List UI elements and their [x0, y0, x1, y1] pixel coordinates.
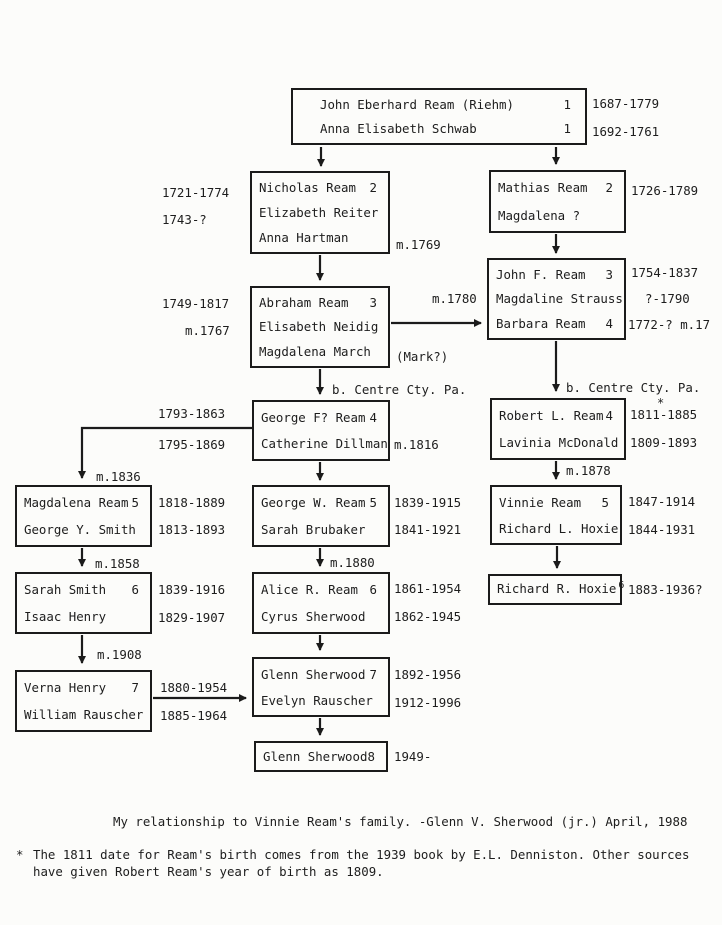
generation-number: 4 [605, 408, 613, 423]
generation-number: 2 [605, 180, 613, 196]
person-name: Abraham Ream [259, 294, 349, 310]
dates-sarah-smith: 1839-1916 [158, 582, 226, 597]
footnote-line-1: The 1811 date for Ream's birth comes from the 1939 book by E.L. Denniston. Other sources [33, 847, 690, 862]
generation-number: 5 [369, 495, 377, 510]
dates-john-f-ream: 1754-1837 [631, 265, 699, 280]
dates-barbara-ream: 1772-? m.17 [628, 317, 711, 332]
person-name: Evelyn Rauscher [261, 692, 373, 708]
family-box-nicholas-ream [250, 171, 390, 254]
dates-george-w-ream: 1839-1915 [394, 495, 462, 510]
dates-glenn-sherwood-8: 1949- [394, 749, 432, 764]
note-mark-query: (Mark?) [396, 349, 449, 364]
dates-richard-r-hoxie: 1883-1936? [628, 582, 703, 597]
person-name: Glenn Sherwood [261, 666, 366, 682]
person-name: Elisabeth Neidig [259, 319, 379, 335]
family-box-glenn-sherwood-7 [252, 657, 390, 717]
person-name: Anna Hartman [259, 230, 349, 245]
dates-magdalena-ream: 1818-1889 [158, 495, 226, 510]
dates-john-eberhard-ream: 1687-1779 [592, 96, 660, 111]
footnote-marker: * [16, 847, 24, 862]
family-box-sarah-smith [15, 572, 152, 634]
dates-abraham-ream: 1749-1817 [162, 296, 230, 311]
generation-number: 2 [369, 180, 377, 195]
family-box-abraham-ream [250, 286, 390, 368]
person-name: Richard R. Hoxie [497, 581, 617, 596]
dates-lavinia-mcdonald: 1809-1893 [630, 435, 698, 450]
person-name: William Rauscher [24, 707, 144, 722]
generation-number: 6 [618, 580, 625, 591]
dates-isaac-henry: 1829-1907 [158, 610, 226, 625]
generation-number: 3 [369, 294, 377, 310]
chart-caption: My relationship to Vinnie Ream's family. -Glenn V. Sherwood (jr.) April, 1988 [113, 814, 688, 829]
person-name: Glenn Sherwood [263, 749, 368, 764]
generation-number: 6 [369, 582, 377, 597]
person-name: George F? Ream [261, 409, 366, 425]
person-name: Magdalena March [259, 344, 371, 360]
note-born-centre-county-left: b. Centre Cty. Pa. [332, 382, 467, 397]
dates-cyrus-sherwood: 1862-1945 [394, 609, 462, 624]
dates-glenn-sherwood-7: 1892-1956 [394, 667, 462, 682]
person-name: George Y. Smith [24, 522, 136, 537]
generation-number: 4 [369, 409, 377, 425]
marriage-nicholas: m.1769 [396, 237, 441, 252]
person-name: Vinnie Ream [499, 494, 582, 510]
person-name: Verna Henry [24, 680, 107, 695]
dates-anna-elisabeth-schwab: 1692-1761 [592, 124, 660, 139]
family-box-robert-l-ream [490, 398, 626, 460]
dates-alice-r-ream: 1861-1954 [394, 581, 462, 596]
family-box-glenn-sherwood-8 [254, 741, 388, 772]
dates-george-f-ream: 1793-1863 [158, 406, 226, 421]
person-name: Sarah Smith [24, 582, 107, 597]
person-name: Magdaline Strauss [496, 291, 623, 307]
family-box-mathias-ream [489, 170, 626, 233]
generation-number: 8 [367, 749, 375, 764]
marriage-magdalena-ream: m.1836 [96, 469, 141, 484]
person-name: Elizabeth Reiter [259, 205, 379, 220]
person-name: Lavinia McDonald [499, 435, 619, 450]
person-name: Richard L. Hoxie [499, 520, 619, 536]
marriage-abraham: m.1767 [185, 323, 230, 338]
dates-mathias-ream: 1726-1789 [631, 183, 699, 198]
footnote-line-2: have given Robert Ream's year of birth as 1809. [33, 864, 384, 879]
person-name: George W. Ream [261, 495, 366, 510]
person-name: John Eberhard Ream (Riehm) [320, 96, 514, 112]
generation-number: 7 [131, 680, 139, 695]
person-name: Isaac Henry [24, 609, 107, 624]
dates-elizabeth-reiter: 1743-? [162, 212, 207, 227]
dates-richard-l-hoxie: 1844-1931 [628, 522, 696, 537]
dates-evelyn-rauscher: 1912-1996 [394, 695, 462, 710]
person-name: Anna Elisabeth Schwab [320, 121, 477, 137]
generation-number: 1 [563, 96, 571, 112]
dates-robert-l-ream: 1811-1885 [630, 407, 698, 422]
person-name: Barbara Ream [496, 316, 586, 332]
dates-magdaline-strauss: ?-1790 [645, 291, 690, 306]
dates-nicholas-ream: 1721-1774 [162, 185, 230, 200]
person-name: Cyrus Sherwood [261, 609, 366, 624]
marriage-sarah-smith: m.1858 [95, 556, 140, 571]
marriage-george-f-ream: m.1816 [394, 437, 439, 452]
dates-vinnie-ream: 1847-1914 [628, 494, 696, 509]
family-box-vinnie-ream [490, 485, 622, 545]
family-box-verna-henry [15, 670, 152, 732]
marriage-robert-l-ream: m.1878 [566, 463, 611, 478]
generation-number: 3 [605, 266, 613, 282]
marriage-alice-r-ream: m.1880 [330, 555, 375, 570]
birth-year-footnote-asterisk: * [657, 396, 665, 410]
generation-number: 7 [369, 666, 377, 682]
person-name: Magdalena Ream [24, 495, 129, 510]
dates-george-y-smith: 1813-1893 [158, 522, 226, 537]
person-name: John F. Ream [496, 266, 586, 282]
generation-number: 5 [601, 494, 609, 510]
person-name: Mathias Ream [498, 180, 588, 196]
generation-number: 5 [131, 495, 139, 510]
person-name: Magdalena ? [498, 207, 581, 223]
family-box-john-f-ream [487, 258, 626, 340]
dates-verna-henry: 1880-1954 [160, 680, 228, 695]
generation-number: 1 [563, 121, 571, 137]
note-born-centre-county-right: b. Centre Cty. Pa. [566, 380, 701, 395]
family-box-john-eberhard-ream [291, 88, 587, 145]
family-box-george-w-ream [252, 485, 390, 547]
person-name: Robert L. Ream [499, 408, 604, 423]
family-box-magdalena-ream [15, 485, 152, 547]
family-box-alice-r-ream [252, 572, 390, 634]
generation-number: 4 [605, 316, 613, 332]
person-name: Alice R. Ream [261, 582, 358, 597]
person-name: Catherine Dillman [261, 436, 388, 452]
generation-number: 6 [131, 582, 139, 597]
marriage-verna-henry: m.1908 [97, 647, 142, 662]
dates-sarah-brubaker: 1841-1921 [394, 522, 462, 537]
family-box-richard-r-hoxie [488, 574, 625, 605]
dates-william-rauscher: 1885-1964 [160, 708, 228, 723]
dates-catherine-dillman: 1795-1869 [158, 437, 226, 452]
family-box-george-f-ream [252, 400, 390, 461]
person-name: Nicholas Ream [259, 180, 356, 195]
marriage-john-f-ream: m.1780 [432, 291, 477, 306]
person-name: Sarah Brubaker [261, 522, 366, 537]
